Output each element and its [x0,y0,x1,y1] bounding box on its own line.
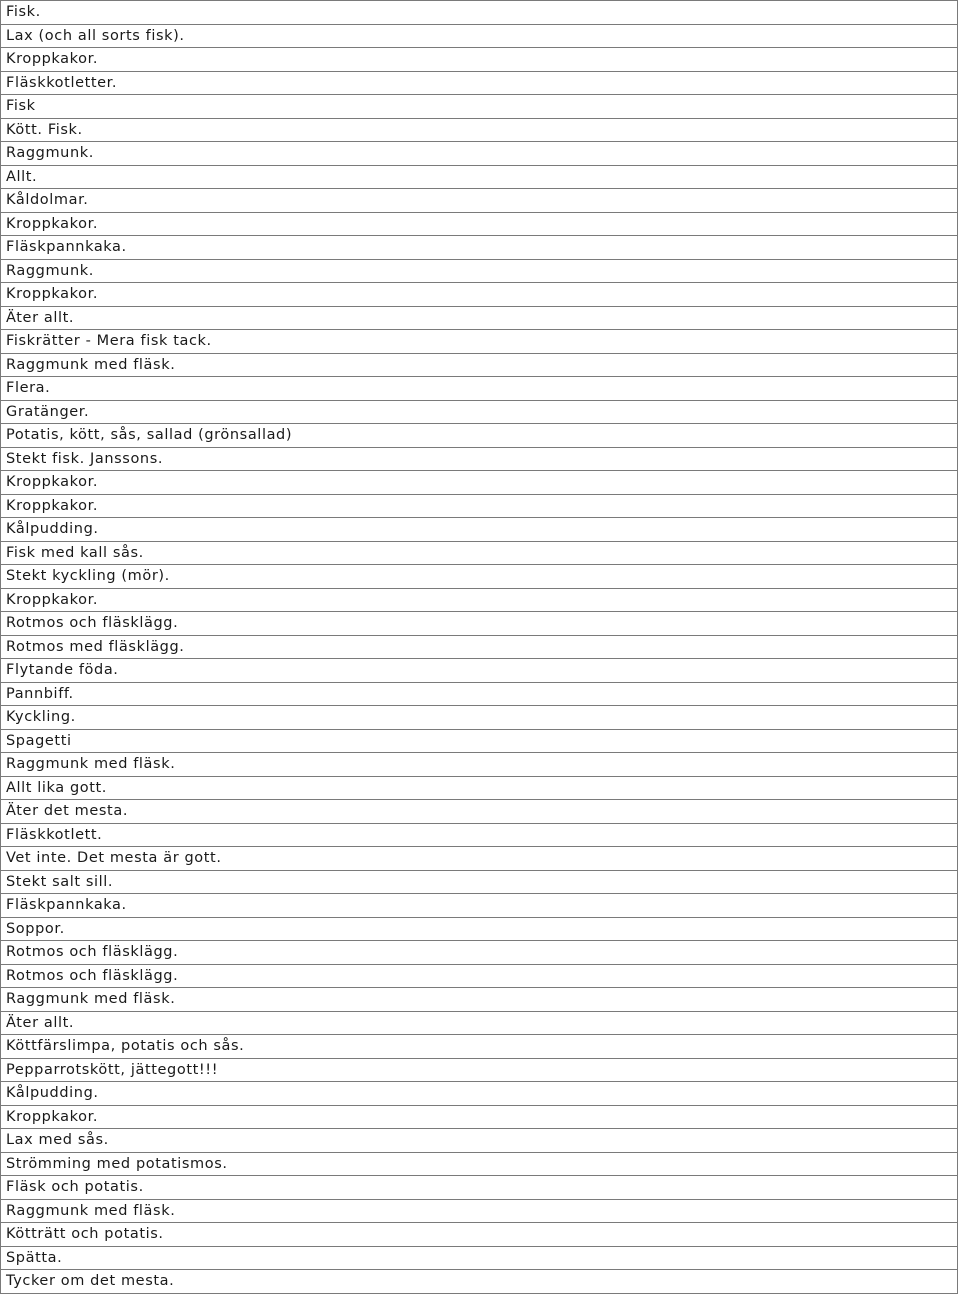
table-row [1,1035,958,1059]
answer-cell: Raggmunk med fläsk. [1,753,958,777]
answer-cell: Äter allt. [1,1011,958,1035]
answer-cell: Kåldolmar. [1,189,958,213]
answer-cell: Rotmos och fläsklägg. [1,964,958,988]
table-row [1,1199,958,1223]
answer-cell: Flera. [1,377,958,401]
table-row [1,1082,958,1106]
answer-cell: Flytande föda. [1,659,958,683]
table-row [1,917,958,941]
table-row [1,48,958,72]
table-row [1,1011,958,1035]
table-row [1,565,958,589]
answer-cell: Kålpudding. [1,1082,958,1106]
table-row [1,71,958,95]
table-row [1,95,958,119]
answer-cell: Kroppkakor. [1,212,958,236]
answer-cell: Raggmunk. [1,142,958,166]
table-row [1,118,958,142]
table-row [1,400,958,424]
answer-cell: Kötträtt och potatis. [1,1223,958,1247]
table-row [1,165,958,189]
table-row [1,1129,958,1153]
answer-cell: Kyckling. [1,706,958,730]
table-row [1,1270,958,1294]
answer-cell: Allt. [1,165,958,189]
answer-cell: Raggmunk med fläsk. [1,353,958,377]
answer-cell: Köttfärslimpa, potatis och sås. [1,1035,958,1059]
answer-cell: Strömming med potatismos. [1,1152,958,1176]
answer-cell: Fläskkotletter. [1,71,958,95]
answer-cell: Stekt salt sill. [1,870,958,894]
answer-cell: Fläskkotlett. [1,823,958,847]
table-row [1,682,958,706]
answer-cell: Raggmunk. [1,259,958,283]
table-row [1,1152,958,1176]
table-row [1,1246,958,1270]
answer-cell: Vet inte. Det mesta är gott. [1,847,958,871]
answer-cell: Pannbiff. [1,682,958,706]
table-row [1,1058,958,1082]
answer-cell: Kött. Fisk. [1,118,958,142]
answer-cell: Allt lika gott. [1,776,958,800]
table-row [1,894,958,918]
answer-cell: Fisk [1,95,958,119]
table-row [1,236,958,260]
table-row [1,1176,958,1200]
table-row [1,377,958,401]
answer-cell: Äter allt. [1,306,958,330]
answer-cell: Fläskpannkaka. [1,894,958,918]
table-row [1,259,958,283]
table-row [1,1,958,25]
table-row [1,988,958,1012]
table-row [1,283,958,307]
answer-cell: Soppor. [1,917,958,941]
answers-table-body [1,1,958,1294]
answer-cell: Lax (och all sorts fisk). [1,24,958,48]
table-row [1,706,958,730]
answer-cell: Spätta. [1,1246,958,1270]
table-row [1,1105,958,1129]
table-row [1,823,958,847]
table-row [1,330,958,354]
answer-cell: Kroppkakor. [1,283,958,307]
table-row [1,635,958,659]
table-row [1,494,958,518]
answer-cell: Spagetti [1,729,958,753]
answer-cell: Rotmos med fläsklägg. [1,635,958,659]
table-row [1,353,958,377]
answer-cell: Raggmunk med fläsk. [1,988,958,1012]
answer-cell: Fläsk och potatis. [1,1176,958,1200]
table-row [1,800,958,824]
answer-cell: Kroppkakor. [1,588,958,612]
answer-cell: Fisk. [1,1,958,25]
table-row [1,424,958,448]
table-row [1,964,958,988]
table-row [1,776,958,800]
answer-cell: Äter det mesta. [1,800,958,824]
table-row [1,518,958,542]
table-row [1,212,958,236]
table-row [1,1223,958,1247]
answer-cell: Kroppkakor. [1,1105,958,1129]
answer-cell: Fisk med kall sås. [1,541,958,565]
table-row [1,471,958,495]
answer-cell: Kroppkakor. [1,471,958,495]
table-row [1,24,958,48]
table-row [1,142,958,166]
table-row [1,447,958,471]
answer-cell: Kålpudding. [1,518,958,542]
answer-cell: Kroppkakor. [1,48,958,72]
answer-cell: Stekt kyckling (mör). [1,565,958,589]
answer-cell: Tycker om det mesta. [1,1270,958,1294]
table-row [1,659,958,683]
table-row [1,941,958,965]
table-row [1,729,958,753]
answer-cell: Fläskpannkaka. [1,236,958,260]
table-row [1,870,958,894]
table-row [1,612,958,636]
answer-cell: Pepparrotskött, jättegott!!! [1,1058,958,1082]
table-row [1,847,958,871]
answer-cell: Fiskrätter - Mera fisk tack. [1,330,958,354]
answer-cell: Rotmos och fläsklägg. [1,941,958,965]
table-row [1,588,958,612]
answer-cell: Gratänger. [1,400,958,424]
table-row [1,189,958,213]
answer-cell: Potatis, kött, sås, sallad (grönsallad) [1,424,958,448]
answer-cell: Lax med sås. [1,1129,958,1153]
table-row [1,753,958,777]
answer-cell: Rotmos och fläsklägg. [1,612,958,636]
answer-cell: Raggmunk med fläsk. [1,1199,958,1223]
answer-cell: Kroppkakor. [1,494,958,518]
answer-cell: Stekt fisk. Janssons. [1,447,958,471]
table-row [1,306,958,330]
table-row [1,541,958,565]
